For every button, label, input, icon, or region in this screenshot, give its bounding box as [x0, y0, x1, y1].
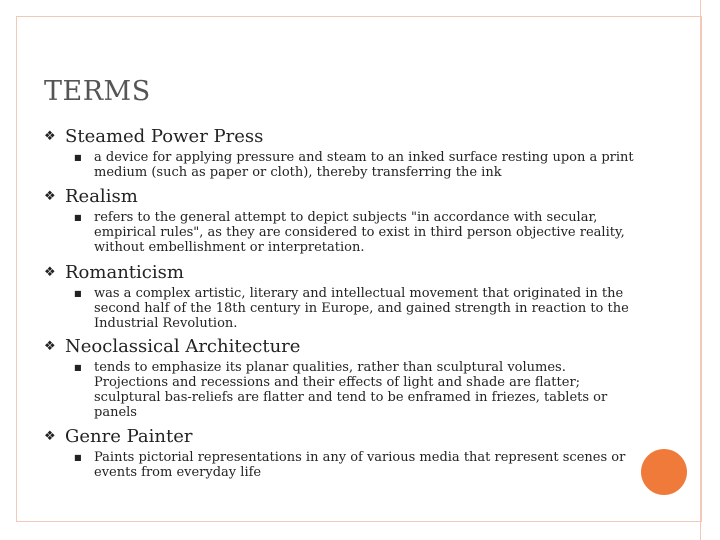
diamond-bullet-icon: ❖: [44, 429, 56, 444]
diamond-bullet-icon: ❖: [44, 339, 56, 354]
term-label: Romanticism: [65, 262, 184, 283]
term-definition: [74, 210, 634, 262]
term-label: Steamed Power Press: [65, 126, 264, 147]
slide-title: TERMS: [44, 76, 151, 107]
terms-list: [44, 126, 634, 480]
term-group: [44, 126, 634, 186]
term-label: Neoclassical Architecture: [65, 336, 301, 357]
term-definition: [74, 286, 634, 336]
diamond-bullet-icon: ❖: [44, 129, 56, 144]
term-group: [44, 336, 624, 426]
square-bullet-icon: ■: [74, 213, 82, 222]
definition-text: was a complex artistic, literary and intellectual movement that originated in the second half of the 18th century in Europe, and gained strength in reaction to the Industrial Revolution.: [94, 286, 629, 331]
definition-text: tends to emphasize its planar qualities, rather than sculptural volumes. Projections and recessions and their effects of light and shade are flatter; sculptural bas-reliefs are flatter and tend to be enframed in friezes, tablets or panels: [94, 360, 608, 420]
term-label: Genre Painter: [65, 426, 193, 447]
diamond-bullet-icon: ❖: [44, 265, 56, 280]
term-item: [44, 336, 624, 360]
term-definition: [74, 150, 634, 186]
orange-circle-decoration: [641, 449, 687, 495]
term-item: [44, 426, 624, 450]
definition-text: a device for applying pressure and steam to an inked surface resting upon a print medium (such as paper or cloth), thereby transferring the ink: [94, 150, 634, 180]
right-border-line: [700, 0, 701, 540]
square-bullet-icon: ■: [74, 153, 82, 162]
term-item: [44, 186, 624, 210]
definition-text: Paints pictorial representations in any of various media that represent scenes or events from everyday life: [94, 450, 626, 480]
square-bullet-icon: ■: [74, 289, 82, 298]
term-definition: [74, 450, 634, 480]
definition-text: refers to the general attempt to depict subjects "in accordance with secular, empirical rules", as they are considered to exist in third person objective reality, without embellishment or interpretation.: [94, 210, 625, 255]
term-group: [44, 262, 629, 336]
diamond-bullet-icon: ❖: [44, 189, 56, 204]
term-item: [44, 262, 624, 286]
term-label: Realism: [65, 186, 138, 207]
term-definition: [74, 360, 634, 426]
term-group: [44, 186, 624, 262]
square-bullet-icon: ■: [74, 453, 82, 462]
square-bullet-icon: ■: [74, 363, 82, 372]
term-item: [44, 126, 624, 150]
term-group: [44, 426, 624, 480]
